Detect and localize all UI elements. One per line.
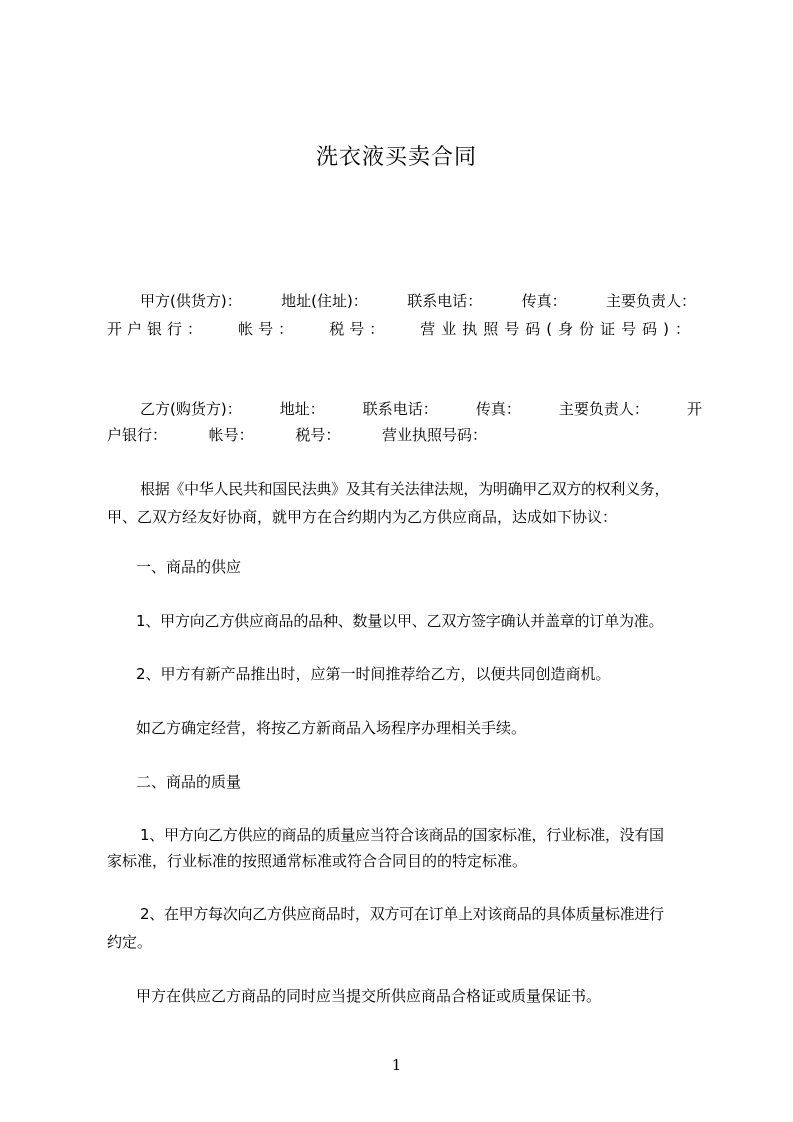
- party-a-name-label: 甲方(供货方)：: [140, 292, 242, 310]
- party-b-license-label: 营业执照号码：: [381, 426, 487, 444]
- party-b-principal-label: 主要负责人：: [558, 400, 649, 418]
- party-b-name-label: 乙方(购货方)：: [140, 400, 242, 418]
- party-b-bank-label-start: 开: [686, 400, 702, 418]
- party-a-tax-label: 税号：: [329, 320, 390, 338]
- section-2-item-2-line-1: 2、在甲方每次向乙方供应商品时，双方可在订单上对该商品的具体质量标准进行: [140, 905, 664, 923]
- party-a-principal-label: 主要负责人：: [605, 292, 696, 310]
- party-b-line-2: [107, 421, 487, 449]
- party-b-tax-label: 税号：: [295, 426, 341, 444]
- section-1-heading: 一、商品的供应: [136, 558, 242, 576]
- intro-line-2: 甲、乙双方经友好协商，就甲方在合约期内为乙方供应商品，达成如下协议：: [107, 508, 618, 526]
- party-a-line-1: [140, 287, 696, 315]
- party-b-address-label: 地址：: [279, 400, 325, 418]
- section-2-heading: 二、商品的质量: [136, 773, 242, 791]
- section-1-note: 如乙方确定经营，将按乙方新商品入场程序办理相关手续。: [136, 719, 527, 737]
- section-1-item-1: 1、甲方向乙方供应商品的品种、数量以甲、乙双方签字确认并盖章的订单为准。: [136, 612, 664, 630]
- party-b-fax-label: 传真：: [475, 400, 521, 418]
- party-b-bank-label-end: 户银行：: [107, 426, 168, 444]
- party-a-phone-label: 联系电话：: [407, 292, 483, 310]
- party-b-line-1: [140, 395, 702, 423]
- party-a-account-label: 帐号：: [238, 320, 299, 338]
- party-a-line-2: [107, 315, 696, 343]
- party-a-address-label: 地址(住址)：: [281, 292, 368, 310]
- section-2-item-2-line-2: 约定。: [107, 933, 153, 951]
- section-2-item-1-line-2: 家标准，行业标准的按照通常标准或符合合同目的的特定标准。: [107, 852, 528, 870]
- party-b-account-label: 帐号：: [208, 426, 254, 444]
- intro-line-1: 根据《中华人民共和国民法典》及其有关法律法规，为明确甲乙双方的权利义务，: [140, 480, 670, 498]
- page-number: 1: [391, 1056, 402, 1074]
- party-a-license-label: 营业执照号码(身份证号码)：: [420, 320, 696, 338]
- party-a-fax-label: 传真：: [521, 292, 567, 310]
- party-a-bank-label: 开户银行：: [107, 320, 208, 338]
- section-2-note: 甲方在供应乙方商品的同时应当提交所供应商品合格证或质量保证书。: [136, 987, 602, 1005]
- section-1-item-2: 2、甲方有新产品推出时，应第一时间推荐给乙方，以便共同创造商机。: [136, 665, 611, 683]
- party-b-phone-label: 联系电话：: [362, 400, 438, 418]
- section-2-item-1-line-1: 1、甲方向乙方供应的商品的质量应当符合该商品的国家标准，行业标准，没有国: [140, 826, 664, 844]
- contract-title: 洗衣液买卖合同: [315, 145, 477, 170]
